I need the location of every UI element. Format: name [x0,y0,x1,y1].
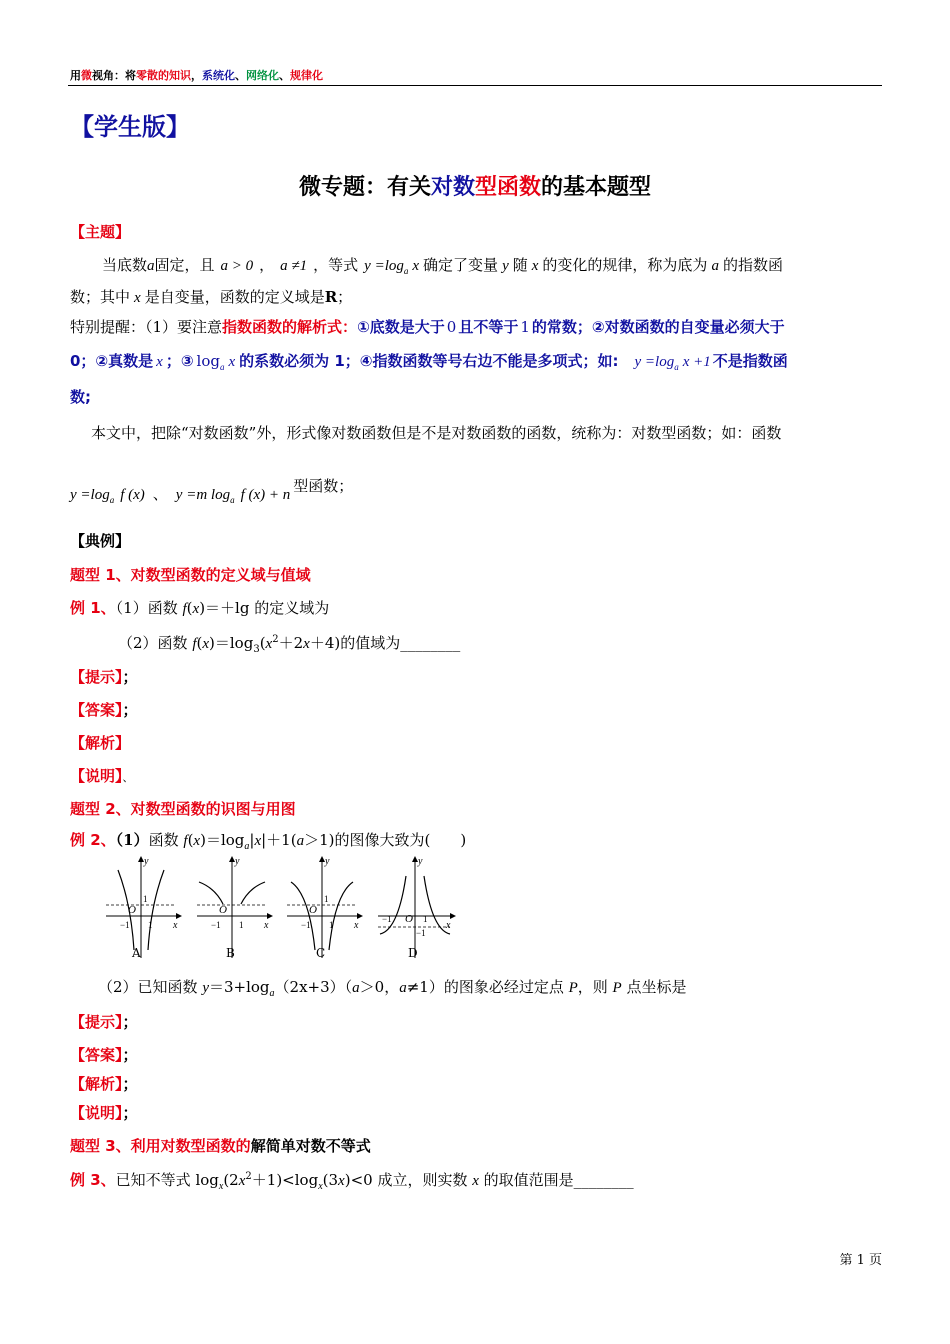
math-sub: a [244,841,250,852]
type2-q1 [70,829,466,852]
math-x: x [134,290,141,306]
text: ； [122,1104,138,1122]
math-x: x [531,258,539,274]
text: | [249,831,255,849]
text: 函数 [148,831,184,849]
math-a: a [147,258,155,274]
text: 解简单对数不等式 [250,1137,371,1155]
tick-label: 1 [324,894,329,904]
title-part-3: 型 [474,175,497,200]
y-label: y [325,856,330,867]
tick-label: −1 [382,914,392,924]
type2-note [70,1102,138,1123]
option-a-label: A [132,946,141,960]
type1-q2 [118,632,460,655]
math-a-gt-0: a > 0 [220,258,254,274]
math-sub: a [269,988,275,999]
math-sub: 3 [253,644,260,655]
math-y: y [502,258,509,274]
text: ( [187,831,194,849]
text: 型函数； [293,477,354,495]
math-a: a [711,258,719,274]
type1-hint [70,666,138,687]
tick-label: −1 [301,920,311,930]
header-divider [68,85,882,86]
text: （1）函数 [115,599,183,617]
x-arrow [357,913,363,919]
text-1: 1 [520,318,530,336]
y-label: y [235,856,240,867]
type1-q1 [70,597,329,618]
tick-label: −1 [120,920,130,930]
math-sup: 2 [272,634,279,645]
text-emphasis: 的系数必须为 1；④指数函数等号右边不能是多项式；如: [239,352,619,370]
text: ； [122,1075,138,1093]
math-sub: x [218,1181,224,1192]
x-arrow [267,913,273,919]
type2-heading: 题型 2、对数型函数的识图与用图 [70,800,296,818]
math-x: x [472,1173,479,1189]
math-sup: 2 [245,1171,252,1182]
text-0: 0 [446,318,457,336]
graph-a [104,854,184,966]
text: 当底数 [102,256,148,274]
graph-b [195,854,275,966]
text: (2 [223,1171,239,1189]
math-x: x [412,258,420,274]
label: 【解析】 [70,1075,123,1093]
math-log: y =log [364,258,404,274]
type3-question [70,1169,634,1192]
math-x: x [228,354,236,370]
text: ＋4)的值域为________ [309,634,461,652]
text: ( [186,599,193,617]
origin-label: O [309,904,317,916]
option-b-label: B [226,946,235,960]
tick-label: 1 [239,920,244,930]
tick-label: 1 [143,894,148,904]
theme-line-7 [70,477,354,505]
text-emphasis: 的常数；②对数函数的自变量必须大于 [531,318,785,336]
text: 、 [122,771,134,784]
curve-right [148,870,164,950]
text: 是自变量，函数的定义域是 [144,288,325,306]
text: ； [122,1046,138,1064]
header-part-7: 网络化 [246,69,279,82]
theme-line-5: 数; [70,388,91,406]
text: （2x+3）（ [274,978,353,996]
origin-label: O [405,913,413,925]
text: 、 [152,485,168,503]
x-label: x [173,920,178,931]
theme-line-3 [70,316,785,337]
text: ＋2 [278,634,304,652]
text: ＞1)的图像大致为( ) [304,831,467,849]
math-log: log [196,352,220,370]
text: ＝3+log [208,978,270,996]
header-part-8: 、 [279,69,290,82]
curve-left [199,882,223,904]
tick-label: −1 [416,928,426,938]
tick-label: 1 [329,920,334,930]
text: )＝＋lg 的定义域为 [199,599,330,617]
text-emphasis: ①底数是大于 [357,318,445,336]
x-label: x [264,920,269,931]
examples-heading: 【典例】 [70,532,131,550]
text: ； [122,668,138,686]
text: ≠1）的图象必经过定点 [406,978,569,996]
math-y: y [202,980,209,996]
math-log: y =log [70,487,110,503]
option-d-label: D [408,946,418,960]
math-x: x [254,833,262,849]
x-arrow [176,913,182,919]
math-f: f [183,833,188,849]
label: 【答案】 [70,1046,123,1064]
text-R: R [324,288,338,306]
text: 的指数函 [722,256,783,274]
math-a: a [352,980,360,996]
math-a-ne-1: a ≠1 [280,258,308,274]
y-label: y [418,856,423,867]
text: )＝log [209,634,254,652]
math-sub: x [318,1181,323,1192]
text: ( [259,634,266,652]
math-mlog: y =m log [175,487,231,503]
text: （2）已知函数 [98,978,203,996]
text: 特别提醒：（1）要注意 [70,318,223,336]
version-label: 【学生版】 [70,113,190,141]
math-sub: a [674,362,679,372]
page-title [0,170,950,201]
y-label: y [144,856,149,867]
theme-line-6: 本文中，把除“对数函数”外，形式像对数函数但是不是对数函数的函数，统称为：对数型函数；如：函数 [91,424,782,442]
page-number: 第 1 页 [839,1253,882,1268]
text-emphasis: 0；②真数是 [70,352,154,370]
math-x: x [156,354,163,370]
label: 【说明】 [70,1104,123,1122]
label: 【答案】 [70,701,123,719]
text: )＝log [200,831,245,849]
header-part-9: 规律化 [290,69,323,82]
header-part-3: 零散的知识 [136,69,191,82]
label: 【提示】 [70,668,123,686]
x-label: x [354,920,359,931]
example-label: 例 3、 [70,1171,116,1189]
origin-label: O [128,904,136,916]
math-sub: a [219,362,225,372]
text: ， [259,256,275,274]
text: 点坐标是 [621,978,687,996]
text: 随 [512,256,528,274]
theme-line-2 [70,286,352,307]
header-part-0: 用 [70,69,81,82]
text: ； [337,288,353,306]
text: (3 [322,1171,339,1189]
text: 的变化的规律，称为底为 [542,256,708,274]
type2-analysis [70,1073,138,1094]
math-x: x [303,636,310,652]
text: |＋1( [261,831,297,849]
header-part-2: 视角：将 [92,69,136,82]
text-emphasis: 且不等于 [458,318,519,336]
title-part-4: 函数 [497,175,542,200]
math-x: x [193,833,201,849]
text: )<0 成立，则实数 [344,1171,473,1189]
text: ； [122,701,138,719]
text: （2）函数 [118,634,193,652]
theme-line-4 [70,350,788,372]
type2-hint [70,1011,138,1032]
text: 已知不等式 log [115,1171,219,1189]
math-P: P [568,980,578,996]
math-a: a [296,833,305,849]
math-x: x [192,601,200,617]
origin-label: O [219,904,227,916]
tick-label: 1 [423,914,428,924]
title-part-1: 微专题：有关 [298,175,431,200]
type2-answer [70,1044,138,1065]
math-P: P [612,980,622,996]
header-part-5: 系统化 [202,69,235,82]
tick-label: 1 [148,920,153,930]
example-label: 例 1、 [70,599,116,617]
math-x: x [265,636,273,652]
text-emphasis: 不是指数函 [712,352,788,370]
tick-label: −1 [211,920,221,930]
page-header [70,67,323,83]
math-f: f [192,636,197,652]
text: ＞0， [359,978,400,996]
math-x: x [238,1173,246,1189]
text: ，等式 [313,256,359,274]
text-emphasis: ；③ [165,352,194,370]
x-arrow [450,913,456,919]
title-part-5: 的基本题型 [541,175,652,200]
type3-heading [70,1135,371,1156]
option-c-label: C [316,946,326,960]
type1-heading: 题型 1、对数型函数的定义域与值域 [70,566,311,584]
header-part-4: ， [191,69,202,82]
math-sub: a [109,495,115,505]
math-sub: a [230,495,235,505]
header-part-6: 、 [235,69,246,82]
type1-note [70,765,134,786]
header-part-1: 微 [81,69,92,82]
math-x: x [202,636,210,652]
text: 对数型函数的 [160,1137,251,1155]
math-f-x-plus-n: f (x) + n [240,487,291,503]
text-emphasis: 指数函数的解析式： [222,318,358,336]
text: 题型 3、利用 [70,1137,161,1155]
math-x-plus-1: x +1 [682,354,711,370]
label: 【说明】 [70,767,123,785]
title-part-2: 对数 [430,175,475,200]
text: 确定了变量 [423,256,499,274]
text: ； [122,1013,138,1031]
text: （1） [115,831,149,849]
curve-right [241,882,265,904]
theme-line-1 [102,254,783,276]
example-label: 例 2、 [70,831,116,849]
curve-left [380,876,406,934]
type1-answer [70,699,138,720]
text: ，则 [577,978,613,996]
theme-heading: 【主题】 [70,223,131,241]
text: ＋1)<log [251,1171,319,1189]
math-sub: a [403,266,409,276]
text: 固定，且 [154,256,215,274]
math-log: y =log [634,354,675,370]
text: 数；其中 [70,288,131,306]
math-f-x: f (x) [120,487,145,503]
math-x: x [338,1173,345,1189]
math-a: a [399,980,407,996]
x-label: x [446,920,451,931]
type2-q2 [98,976,687,999]
math-f: f [182,601,187,617]
type1-analysis: 【解析】 [70,734,131,752]
label: 【提示】 [70,1013,123,1031]
text: ( [196,634,203,652]
text: 的取值范围是________ [478,1171,634,1189]
